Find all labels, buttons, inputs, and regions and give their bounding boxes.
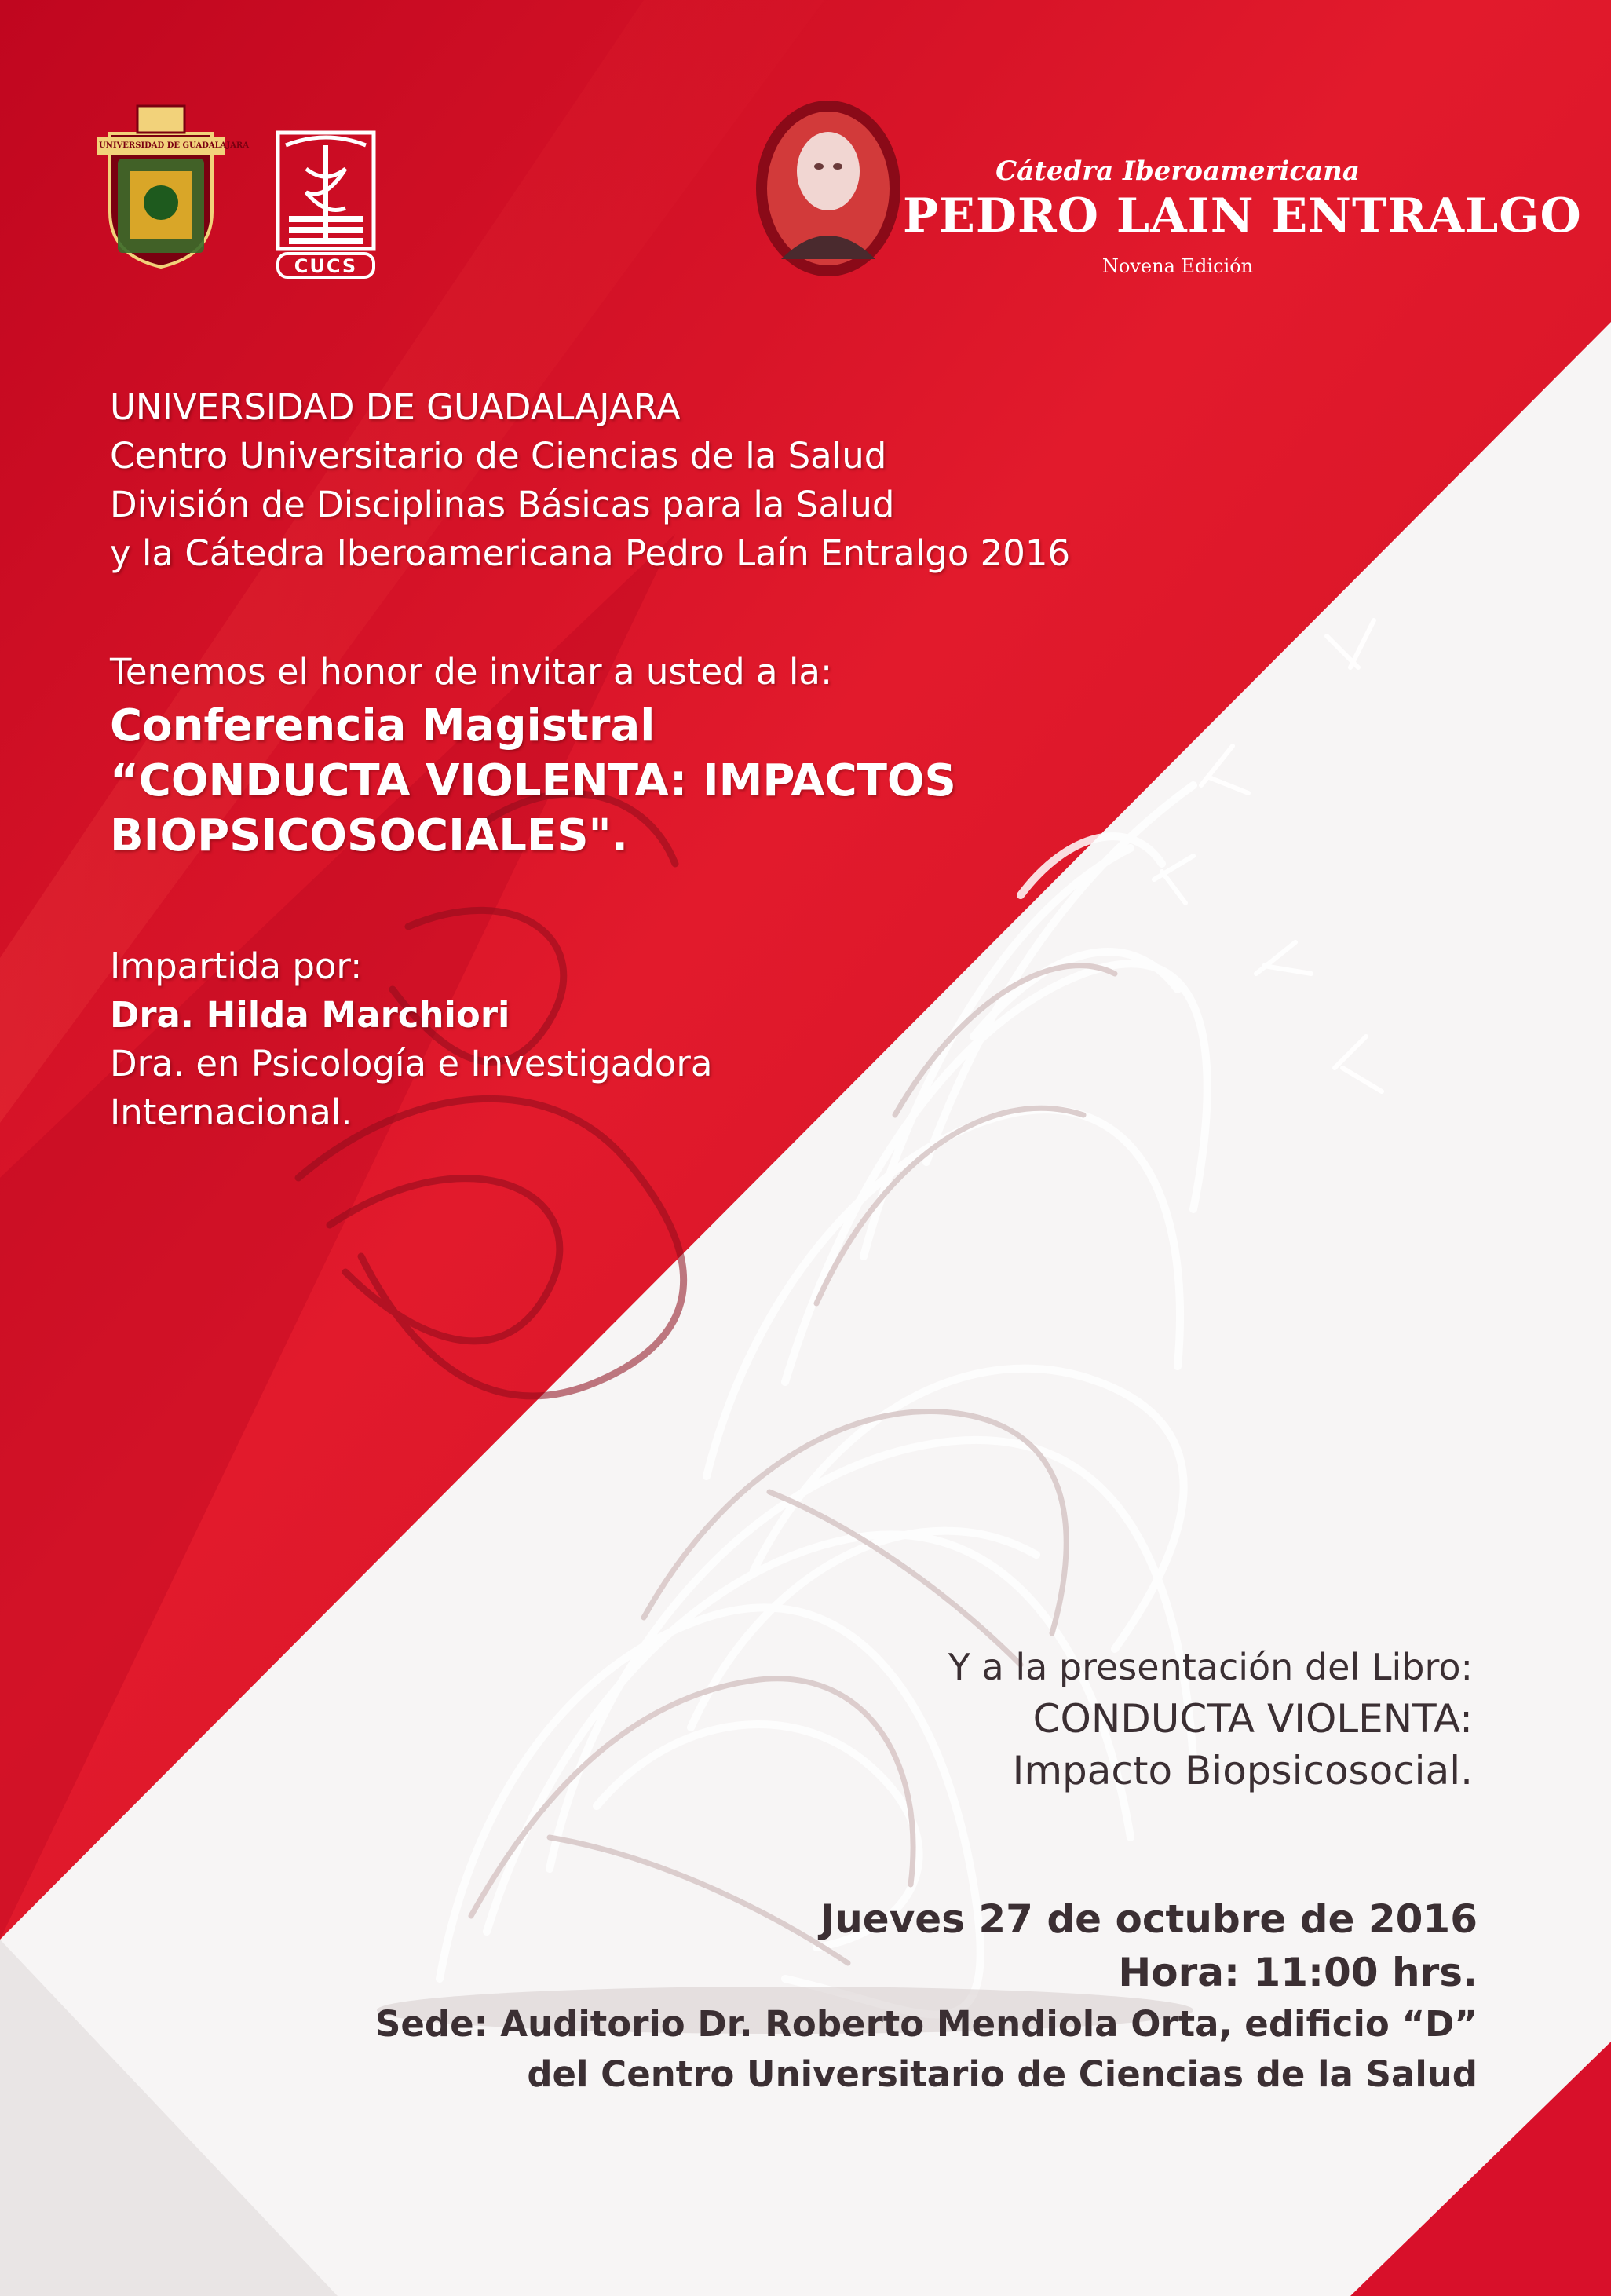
event-block bbox=[375, 1892, 1478, 2100]
institution-line4: y la Cátedra Iberoamericana Pedro Laín Entralgo 2016 bbox=[110, 532, 1071, 574]
catedra-name: PEDRO LAIN ENTRALGO bbox=[903, 188, 1582, 243]
book-title-line2: Impacto Biopsicosocial. bbox=[1012, 1748, 1473, 1793]
udg-seal-text: UNIVERSIDAD DE GUADALAJARA bbox=[99, 141, 249, 150]
cucs-logo bbox=[275, 130, 377, 279]
portrait-icon bbox=[750, 94, 907, 283]
invitation-intro: Tenemos el honor de invitar a usted a la: bbox=[110, 651, 833, 693]
speaker-name: Dra. Hilda Marchiori bbox=[110, 994, 510, 1036]
institution-line2: Centro Universitario de Ciencias de la Salud bbox=[110, 435, 887, 477]
conference-title-line3: BIOPSICOSOCIALES". bbox=[110, 810, 628, 861]
udg-seal-icon bbox=[94, 102, 249, 271]
event-venue-line1: Sede: Auditorio Dr. Roberto Mendiola Orta, edificio “D” bbox=[374, 2003, 1478, 2045]
speaker-role-line1: Dra. en Psicología e Investigadora bbox=[110, 1043, 713, 1084]
conference-title bbox=[110, 699, 956, 864]
conference-title-line1: Conferencia Magistral bbox=[110, 700, 656, 751]
institution-line3: División de Disciplinas Básicas para la Salud bbox=[110, 484, 895, 525]
conference-title-line2: “CONDUCTA VIOLENTA: IMPACTOS bbox=[110, 755, 956, 806]
event-venue-line2: del Centro Universitario de Ciencias de la Salud bbox=[527, 2053, 1478, 2095]
book-block bbox=[948, 1641, 1473, 1797]
udg-logo bbox=[94, 102, 249, 271]
event-date: Jueves 27 de octubre de 2016 bbox=[820, 1896, 1478, 1942]
event-time: Hora: 11:00 hrs. bbox=[1118, 1950, 1478, 1995]
catedra-edition: Novena Edición bbox=[1101, 255, 1254, 277]
speaker-role-line2: Internacional. bbox=[110, 1091, 353, 1133]
cucs-text: CUCS bbox=[294, 255, 358, 277]
speaker-label: Impartida por: bbox=[110, 945, 363, 987]
portrait-medallion bbox=[750, 94, 907, 283]
institution-block bbox=[110, 383, 1070, 578]
book-title-line1: CONDUCTA VIOLENTA: bbox=[1032, 1696, 1473, 1742]
institution-line1: UNIVERSIDAD DE GUADALAJARA bbox=[110, 386, 681, 428]
book-intro: Y a la presentación del Libro: bbox=[948, 1646, 1473, 1688]
speaker-block bbox=[110, 942, 712, 1137]
catedra-line1: Cátedra Iberoamericana bbox=[995, 155, 1360, 187]
